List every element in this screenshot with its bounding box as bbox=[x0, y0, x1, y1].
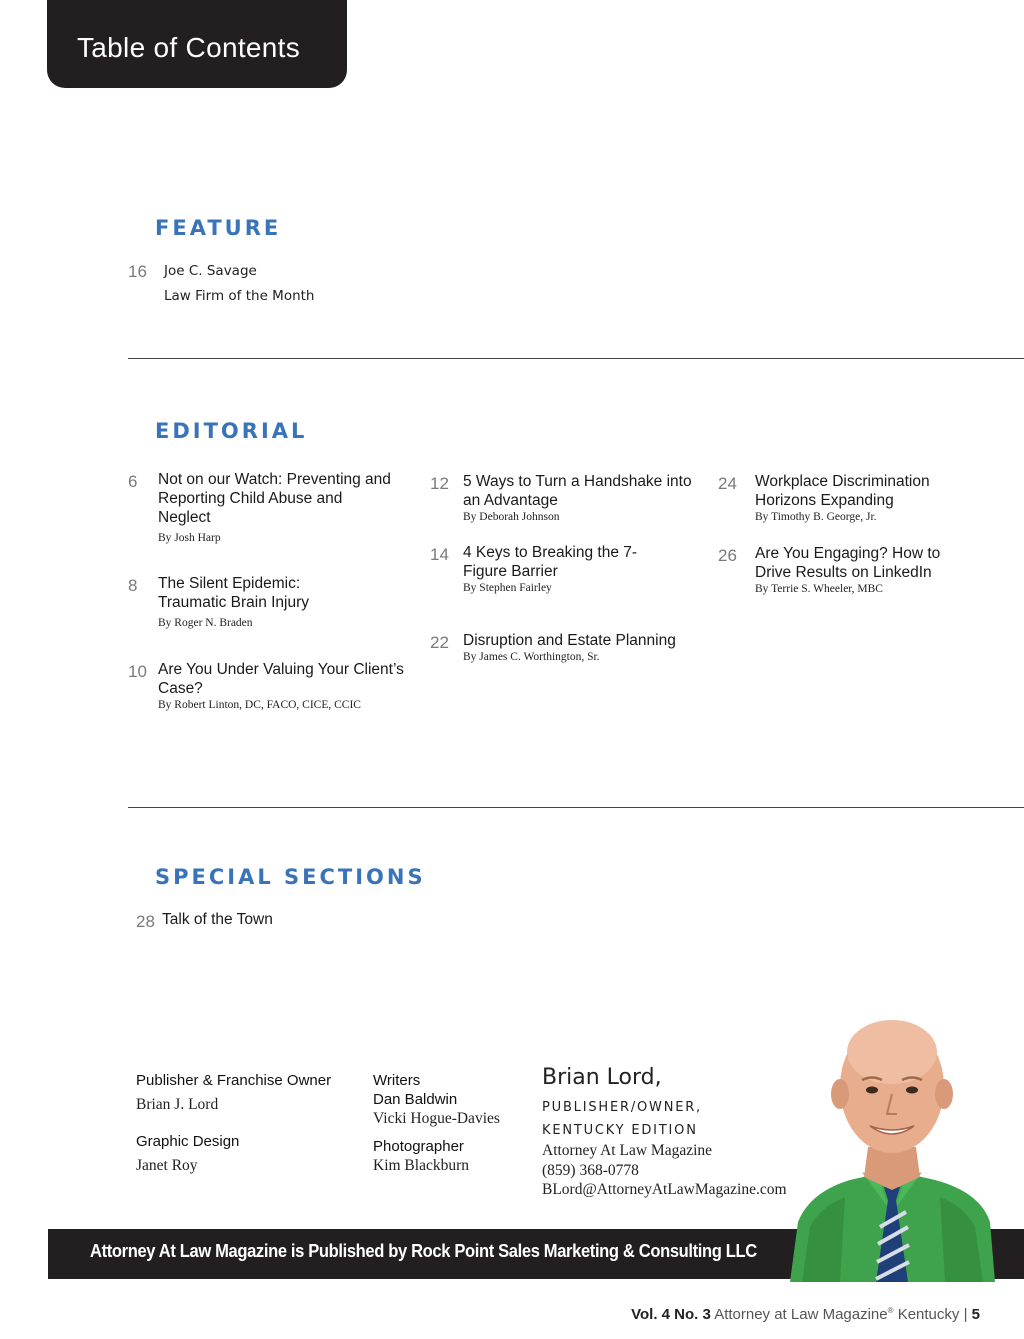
toc-page-number: 10 bbox=[128, 662, 147, 681]
publisher-name: Brian J. Lord bbox=[136, 1096, 219, 1113]
writers-label: Writers bbox=[373, 1072, 421, 1089]
magazine-name: Attorney at Law Magazine bbox=[714, 1306, 888, 1323]
toc-page-number: 6 bbox=[128, 472, 138, 491]
toc-page-number: 14 bbox=[430, 545, 449, 564]
toc-entry-title[interactable]: Talk of the Town bbox=[162, 911, 273, 928]
volume-number: Vol. 4 No. 3 bbox=[631, 1306, 711, 1323]
toc-page-number: 8 bbox=[128, 576, 138, 595]
page-title: Table of Contents bbox=[77, 32, 301, 63]
toc-entry-byline: By Timothy B. George, Jr. bbox=[755, 511, 877, 523]
toc-entry-title: The Silent Epidemic: Traumatic Brain Injury bbox=[158, 575, 310, 611]
photographer-name: Kim Blackburn bbox=[373, 1157, 469, 1174]
toc-page-number: 28 bbox=[136, 912, 155, 931]
feature-entry[interactable] bbox=[164, 259, 314, 309]
footer-separator: | bbox=[963, 1306, 968, 1323]
editorial-heading: EDITORIAL bbox=[155, 419, 308, 443]
design-label: Graphic Design bbox=[136, 1133, 240, 1150]
contact-name: Brian Lord, bbox=[542, 1065, 662, 1090]
toc-entry-byline: By Deborah Johnson bbox=[463, 511, 560, 523]
toc-entry[interactable] bbox=[158, 470, 393, 544]
toc-entry[interactable] bbox=[463, 472, 693, 523]
page-footer bbox=[631, 1306, 980, 1323]
contact-details bbox=[542, 1141, 787, 1200]
feature-heading: FEATURE bbox=[155, 216, 282, 240]
feature-title: Joe C. Savage bbox=[164, 263, 257, 279]
feature-subtitle: Law Firm of the Month bbox=[164, 288, 315, 304]
publisher-label: Publisher & Franchise Owner bbox=[136, 1072, 332, 1089]
divider bbox=[128, 358, 1024, 359]
toc-entry[interactable] bbox=[158, 574, 358, 629]
registered-mark: ® bbox=[887, 1306, 894, 1315]
toc-page-number: 12 bbox=[430, 474, 449, 493]
writer-name: Dan Baldwin bbox=[373, 1091, 458, 1108]
toc-entry-byline: By Robert Linton, DC, FACO, CICE, CCIC bbox=[158, 699, 361, 711]
toc-entry-byline: By Roger N. Braden bbox=[158, 617, 253, 629]
contact-company: Attorney At Law Magazine bbox=[542, 1142, 713, 1159]
toc-entry-title: Disruption and Estate Planning bbox=[463, 632, 676, 649]
toc-entry[interactable] bbox=[463, 543, 663, 594]
toc-entry-byline: By Terrie S. Wheeler, MBC bbox=[755, 583, 883, 595]
toc-entry-title: Not on our Watch: Preventing and Reporting Child Abuse and Neglect bbox=[158, 471, 391, 526]
edition-name: Kentucky bbox=[897, 1306, 960, 1323]
toc-entry-byline: By James C. Worthington, Sr. bbox=[463, 651, 600, 663]
publisher-portrait bbox=[790, 1012, 995, 1282]
toc-page-number: 22 bbox=[430, 633, 449, 652]
photographer-label: Photographer bbox=[373, 1138, 464, 1155]
toc-entry-byline: By Stephen Fairley bbox=[463, 582, 552, 594]
feature-page-number: 16 bbox=[128, 262, 147, 281]
toc-entry-byline: By Josh Harp bbox=[158, 532, 221, 544]
toc-entry-title: 5 Ways to Turn a Handshake into an Advantage bbox=[463, 473, 692, 509]
toc-entry-title: 4 Keys to Breaking the 7-Figure Barrier bbox=[463, 544, 638, 580]
toc-entry[interactable] bbox=[755, 544, 955, 595]
toc-entry-title: Are You Under Valuing Your Client’s Case? bbox=[158, 661, 404, 697]
page-number: 5 bbox=[971, 1306, 980, 1323]
toc-entry[interactable] bbox=[755, 472, 955, 523]
contact-role: PUBLISHER/OWNER, bbox=[542, 1100, 702, 1115]
contact-email[interactable]: BLord@AttorneyAtLawMagazine.com bbox=[542, 1181, 787, 1198]
special-sections-heading: SPECIAL SECTIONS bbox=[155, 865, 426, 889]
contact-edition: KENTUCKY EDITION bbox=[542, 1123, 698, 1138]
toc-page-number: 24 bbox=[718, 474, 737, 493]
contact-phone[interactable]: (859) 368-0778 bbox=[542, 1161, 639, 1179]
divider bbox=[128, 807, 1024, 808]
toc-entry[interactable] bbox=[463, 631, 713, 663]
toc-page-number: 26 bbox=[718, 546, 737, 565]
toc-entry[interactable] bbox=[158, 660, 408, 711]
designer-name: Janet Roy bbox=[136, 1157, 198, 1174]
publisher-banner-text: Attorney At Law Magazine is Published by Rock Point Sales Marketing & Consulting LLC bbox=[90, 1241, 757, 1261]
toc-entry-title: Are You Engaging? How to Drive Results on LinkedIn bbox=[755, 545, 941, 581]
writer-name: Vicki Hogue-Davies bbox=[373, 1110, 500, 1127]
toc-entry-title: Workplace Discrimination Horizons Expanding bbox=[755, 473, 930, 509]
